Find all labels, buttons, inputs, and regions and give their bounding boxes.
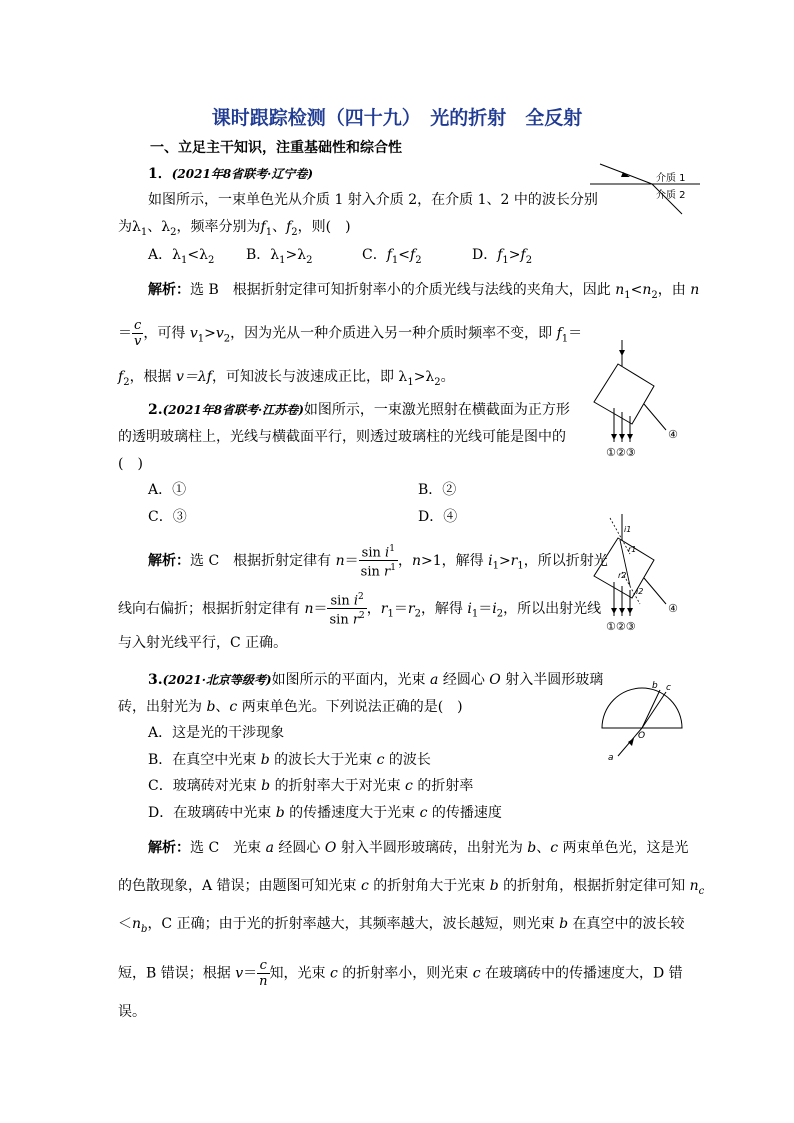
fraction-sin-i1-over-sin-r1: $\frac{\sin i^1}{\sin r^1}$	[360, 544, 396, 580]
ray-4	[644, 578, 666, 604]
q2-option-d: D．④	[418, 509, 458, 525]
ray-3-arrow	[627, 608, 633, 614]
ray-2-arrow	[619, 434, 625, 440]
ray-label-4: ④	[668, 602, 678, 615]
q3-option-d: D．在玻璃砖中光束 b 的传播速度大于光束 c 的传播速度	[148, 805, 502, 821]
q3-figure	[598, 676, 690, 766]
q1-option-b: B．$\lambda_1>\lambda_2$	[246, 247, 313, 266]
fraction-sin-i2-over-sin-r2: $\frac{\sin i^2}{\sin r^2}$	[329, 592, 365, 628]
incident-ray	[600, 164, 652, 184]
q2-analysis-line2: 线向右偏折；根据折射定律有 n＝ $\frac{\sin i^2}{\sin r^2}$ ，$r_1=r_2$，解得 $i_1=i_2$，所以出射光线	[118, 592, 602, 628]
q1-option-a: A．$\lambda_1<\lambda_2$	[148, 247, 215, 266]
q2-option-a: A．①	[148, 482, 187, 498]
q1-analysis-line1: 解析：选 B 根据折射定律可知折射率小的介质光线与法线的夹角大，因此 $n_1<n_2$，由 n	[148, 282, 700, 301]
label-a: a	[608, 753, 614, 763]
semicircular-glass-brick	[602, 688, 682, 728]
q3-option-a: A．这是光的干涉现象	[148, 725, 285, 741]
ray-4	[644, 404, 666, 430]
fraction-c-over-v: $\frac{c}{v}$	[134, 318, 142, 349]
q1-stem-line1: 如图所示，一束单色光从介质 1 射入介质 2，在介质 1、2 中的波长分别	[148, 192, 598, 208]
angle-i2-label: i2	[636, 587, 644, 596]
q1-analysis-line2: ＝ $\frac{c}{v}$ ，可得 $v_1>v_2$，因为光从一种介质进入另一种介质时频率不变，即 $f_1=$	[118, 318, 583, 349]
ray-3-arrow	[627, 434, 633, 440]
ray-a-arrow	[628, 738, 634, 746]
ray-2-arrow	[619, 608, 625, 614]
section-heading: 一、立足主干知识，注重基础性和综合性	[150, 140, 402, 156]
label-c: c	[666, 683, 671, 693]
ray-1-arrow	[611, 434, 617, 440]
fraction-c-over-n: $\frac{c}{n}$	[259, 958, 268, 989]
ray-arrow	[619, 350, 625, 356]
q3-option-c: C．玻璃砖对光束 b 的折射率大于对光束 c 的折射率	[148, 778, 474, 794]
q2-option-b: B．②	[418, 482, 457, 498]
ray-labels-123: ①②③	[606, 446, 636, 459]
q2-stem-line2: 的透明玻璃柱上，光线与横截面平行，则透过玻璃柱的光线可能是图中的	[118, 429, 566, 445]
ray-labels-123: ①②③	[606, 620, 636, 633]
q3-analysis-line3: $<n_b$，C 正确；由于光的折射率越大，其频率越大，波长越短，则光束 b 在真空中的波长较	[118, 916, 685, 935]
q1-stem-line2: 为$\lambda_1$、$\lambda_2$，频率分别为$f_1$、$f_2$，则( )	[118, 219, 351, 238]
angle-r1-label: r1	[628, 545, 637, 554]
q1-option-c: C．$f_1<f_2$	[362, 247, 422, 266]
q1-figure	[590, 162, 700, 220]
q3-stem-line2: 砖，出射光为 b、c 两束单色光。下列说法正确的是( )	[118, 699, 463, 715]
q2-stem-line1: 2.(2021年8省联考·江苏卷)如图所示，一束激光照射在横截面为正方形	[148, 402, 570, 418]
q3-analysis-line1: 解析：选 C 光束 a 经圆心 O 射入半圆形玻璃砖，出射光为 b、c 两束单色光，这是光	[148, 840, 689, 856]
q3-analysis-line2: 的色散现象，A 错误；由题图可知光束 c 的折射角大于光束 b 的折射角，根据折射定律可知 $n_c$	[118, 878, 705, 897]
q2-stem-line3: ( )	[118, 456, 143, 472]
label-b: b	[652, 681, 658, 691]
angle-i1-label: i1	[624, 525, 632, 534]
q1-header: 1．(2021年8省联考·辽宁卷)	[148, 166, 314, 182]
angle-r2-label: r2	[618, 571, 627, 580]
ray-1-arrow	[611, 608, 617, 614]
medium-2-label: 介质 2	[656, 190, 686, 201]
q1-option-d: D．$f_1>f_2$	[472, 247, 533, 266]
normal-line-1	[610, 518, 630, 554]
ray-c	[642, 692, 666, 728]
q1-analysis-line3: $f_2$，根据 v＝λf，可知波长与波速成正比，即 $\lambda_1>\lambda_2$。	[118, 369, 455, 388]
q3-analysis-line5: 误。	[118, 1004, 146, 1020]
q2-analysis-line1: 解析：选 C 根据折射定律有 n＝ $\frac{\sin i^1}{\sin r^1}$ ，n>1，解得 $i_1>r_1$，所以折射光	[148, 544, 608, 580]
q2-analysis-line3: 与入射光线平行，C 正确。	[118, 635, 288, 651]
q3-option-b: B．在真空中光束 b 的波长大于光束 c 的波长	[148, 752, 431, 768]
ray-label-4: ④	[668, 428, 678, 441]
q3-stem-line1: 3.(2021·北京等级考)如图所示的平面内，光束 a 经圆心 O 射入半圆形玻璃	[148, 672, 604, 688]
q3-analysis-line4: 短，B 错误；根据 v＝ $\frac{c}{n}$ 知，光束 c 的折射率小，则光束 c 在玻璃砖中的传播速度大，D 错	[118, 958, 683, 989]
label-O: O	[638, 731, 646, 741]
ray-b	[642, 690, 660, 728]
q2-option-c: C．③	[148, 509, 187, 525]
q2-figure	[582, 338, 692, 460]
medium-1-label: 介质 1	[656, 173, 686, 184]
square-glass-prism	[594, 364, 654, 424]
page-title: 课时跟踪检测（四十九） 光的折射 全反射	[211, 107, 583, 129]
